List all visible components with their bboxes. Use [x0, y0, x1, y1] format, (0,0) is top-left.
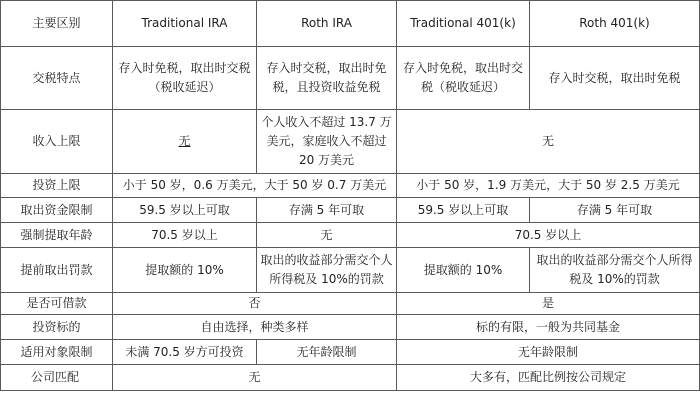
cell-target-401k: 标的有限，一般为共同基金 [397, 315, 700, 340]
row-eligibility [1, 340, 700, 365]
row-income-limit [1, 110, 700, 174]
cell-tax-traditional-401k: 存入时免税，取出时交税（税收延迟） [397, 47, 530, 110]
row-invest-limit [1, 174, 700, 198]
cell-income-limit-401k: 无 [397, 110, 700, 174]
cell-withdraw-roth-401k: 存满 5 年可取 [530, 198, 700, 223]
cell-match-ira: 无 [113, 365, 397, 391]
row-label-penalty: 提前取出罚款 [1, 248, 113, 293]
header-roth-401k: Roth 401(k) [530, 1, 700, 47]
header-traditional-ira: Traditional IRA [113, 1, 257, 47]
cell-eligibility-traditional-ira: 未满 70.5 岁方可投资 [113, 340, 257, 365]
cell-forced-age-roth-ira: 无 [257, 223, 397, 248]
row-forced-age [1, 223, 700, 248]
cell-eligibility-401k: 无年龄限制 [397, 340, 700, 365]
row-label-match: 公司匹配 [1, 365, 113, 391]
cell-borrow-ira: 否 [113, 293, 397, 315]
cell-tax-roth-ira: 存入时交税，取出时免税，且投资收益免税 [257, 47, 397, 110]
row-match [1, 365, 700, 391]
cell-withdraw-traditional-401k: 59.5 岁以上可取 [397, 198, 530, 223]
cell-target-ira: 自由选择，种类多样 [113, 315, 397, 340]
income-limit-traditional-ira-value: 无 [178, 134, 191, 148]
row-borrow [1, 293, 700, 315]
row-penalty [1, 248, 700, 293]
cell-tax-roth-401k: 存入时交税，取出时免税 [530, 47, 700, 110]
cell-penalty-roth-ira: 取出的收益部分需交个人所得税及 10%的罚款 [257, 248, 397, 293]
cell-tax-traditional-ira: 存入时免税，取出时交税（税收延迟） [113, 47, 257, 110]
cell-eligibility-roth-ira: 无年龄限制 [257, 340, 397, 365]
row-target [1, 315, 700, 340]
cell-income-limit-roth-ira: 个人收入不超过 13.7 万美元，家庭收入不超过 20 万美元 [257, 110, 397, 174]
row-label-income-limit: 收入上限 [1, 110, 113, 174]
row-label-tax: 交税特点 [1, 47, 113, 110]
cell-forced-age-traditional-ira: 70.5 岁以上 [113, 223, 257, 248]
row-label-invest-limit: 投资上限 [1, 174, 113, 198]
row-withdraw [1, 198, 700, 223]
cell-borrow-401k: 是 [397, 293, 700, 315]
row-tax [1, 47, 700, 110]
row-label-borrow: 是否可借款 [1, 293, 113, 315]
cell-match-401k: 大多有，匹配比例按公司规定 [397, 365, 700, 391]
row-label-withdraw: 取出资金限制 [1, 198, 113, 223]
header-row [1, 1, 700, 47]
cell-withdraw-roth-ira: 存满 5 年可取 [257, 198, 397, 223]
cell-invest-limit-401k: 小于 50 岁，1.9 万美元，大于 50 岁 2.5 万美元 [397, 174, 700, 198]
row-label-forced-age: 强制提取年龄 [1, 223, 113, 248]
header-label: 主要区别 [1, 1, 113, 47]
cell-withdraw-traditional-ira: 59.5 岁以上可取 [113, 198, 257, 223]
row-label-eligibility: 适用对象限制 [1, 340, 113, 365]
cell-penalty-traditional-401k: 提取额的 10% [397, 248, 530, 293]
cell-income-limit-traditional-ira [113, 110, 257, 174]
cell-forced-age-401k: 70.5 岁以上 [397, 223, 700, 248]
cell-penalty-roth-401k: 取出的收益部分需交个人所得税及 10%的罚款 [530, 248, 700, 293]
cell-invest-limit-ira: 小于 50 岁，0.6 万美元，大于 50 岁 0.7 万美元 [113, 174, 397, 198]
cell-penalty-traditional-ira: 提取额的 10% [113, 248, 257, 293]
row-label-target: 投资标的 [1, 315, 113, 340]
header-traditional-401k: Traditional 401(k) [397, 1, 530, 47]
header-roth-ira: Roth IRA [257, 1, 397, 47]
